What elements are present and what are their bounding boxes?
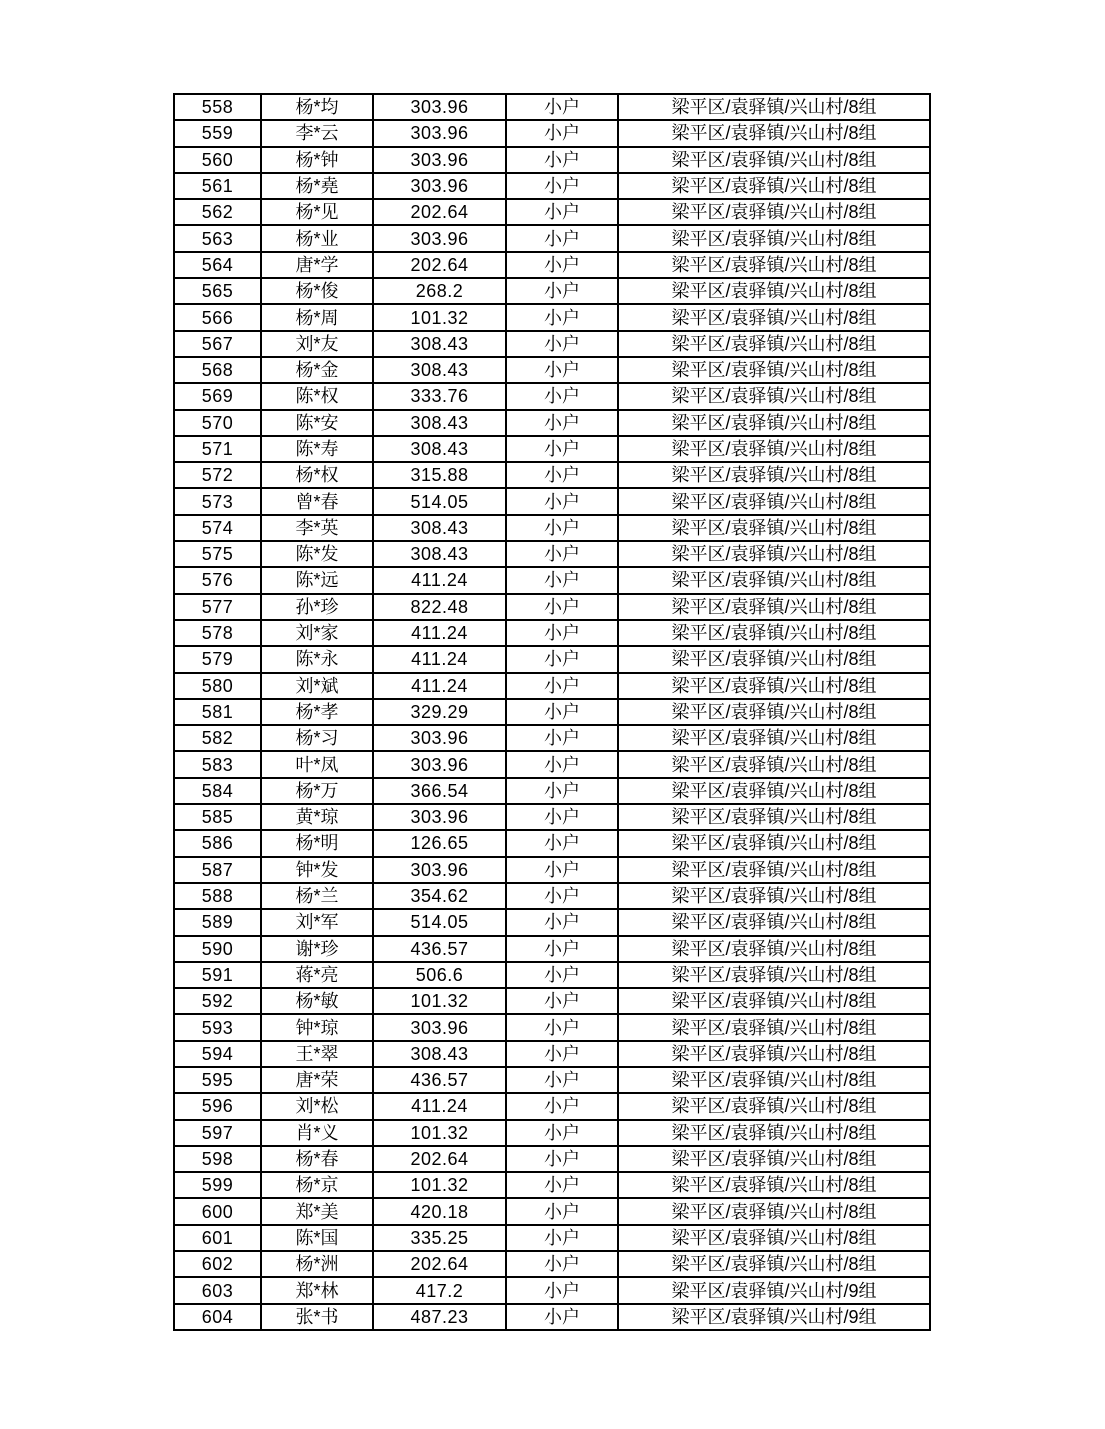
cell-serial: 586 — [174, 830, 261, 856]
cell-amount: 308.43 — [373, 436, 506, 462]
cell-type: 小户 — [506, 1146, 618, 1172]
cell-name: 杨*敏 — [261, 988, 373, 1014]
cell-location: 梁平区/袁驿镇/兴山村/8组 — [618, 936, 930, 962]
cell-serial: 593 — [174, 1014, 261, 1040]
table-row — [174, 515, 930, 541]
table-row — [174, 830, 930, 856]
cell-name: 杨*周 — [261, 304, 373, 330]
cell-type: 小户 — [506, 331, 618, 357]
cell-location: 梁平区/袁驿镇/兴山村/8组 — [618, 147, 930, 173]
cell-serial: 588 — [174, 883, 261, 909]
table-row — [174, 1041, 930, 1067]
cell-name: 杨*权 — [261, 462, 373, 488]
cell-serial: 598 — [174, 1146, 261, 1172]
cell-location: 梁平区/袁驿镇/兴山村/8组 — [618, 1120, 930, 1146]
cell-serial: 572 — [174, 462, 261, 488]
cell-name: 唐*学 — [261, 252, 373, 278]
cell-location: 梁平区/袁驿镇/兴山村/8组 — [618, 225, 930, 251]
cell-location: 梁平区/袁驿镇/兴山村/8组 — [618, 620, 930, 646]
cell-serial: 578 — [174, 620, 261, 646]
cell-amount: 308.43 — [373, 410, 506, 436]
cell-amount: 514.05 — [373, 909, 506, 935]
cell-serial: 604 — [174, 1304, 261, 1330]
cell-type: 小户 — [506, 1198, 618, 1224]
cell-serial: 563 — [174, 225, 261, 251]
cell-amount: 308.43 — [373, 357, 506, 383]
cell-location: 梁平区/袁驿镇/兴山村/8组 — [618, 94, 930, 120]
cell-type: 小户 — [506, 199, 618, 225]
cell-location: 梁平区/袁驿镇/兴山村/8组 — [618, 304, 930, 330]
cell-amount: 411.24 — [373, 620, 506, 646]
cell-amount: 101.32 — [373, 988, 506, 1014]
cell-location: 梁平区/袁驿镇/兴山村/8组 — [618, 1093, 930, 1119]
cell-location: 梁平区/袁驿镇/兴山村/8组 — [618, 410, 930, 436]
cell-amount: 303.96 — [373, 173, 506, 199]
cell-amount: 411.24 — [373, 673, 506, 699]
cell-amount: 487.23 — [373, 1304, 506, 1330]
cell-serial: 558 — [174, 94, 261, 120]
cell-location: 梁平区/袁驿镇/兴山村/8组 — [618, 383, 930, 409]
cell-location: 梁平区/袁驿镇/兴山村/8组 — [618, 909, 930, 935]
cell-name: 张*书 — [261, 1304, 373, 1330]
cell-name: 杨*兰 — [261, 883, 373, 909]
cell-name: 杨*明 — [261, 830, 373, 856]
cell-amount: 366.54 — [373, 778, 506, 804]
table-body — [174, 94, 930, 1330]
beneficiary-table — [173, 93, 931, 1331]
cell-serial: 570 — [174, 410, 261, 436]
cell-type: 小户 — [506, 147, 618, 173]
cell-type: 小户 — [506, 673, 618, 699]
cell-type: 小户 — [506, 830, 618, 856]
cell-type: 小户 — [506, 594, 618, 620]
cell-amount: 308.43 — [373, 1041, 506, 1067]
cell-name: 杨*京 — [261, 1172, 373, 1198]
cell-serial: 594 — [174, 1041, 261, 1067]
cell-serial: 574 — [174, 515, 261, 541]
cell-type: 小户 — [506, 988, 618, 1014]
cell-location: 梁平区/袁驿镇/兴山村/8组 — [618, 120, 930, 146]
cell-serial: 559 — [174, 120, 261, 146]
cell-amount: 202.64 — [373, 252, 506, 278]
cell-amount: 202.64 — [373, 1251, 506, 1277]
table-row — [174, 1146, 930, 1172]
table-row — [174, 857, 930, 883]
cell-serial: 583 — [174, 751, 261, 777]
cell-name: 杨*万 — [261, 778, 373, 804]
cell-type: 小户 — [506, 94, 618, 120]
cell-amount: 303.96 — [373, 94, 506, 120]
cell-name: 陈*国 — [261, 1225, 373, 1251]
cell-amount: 303.96 — [373, 120, 506, 146]
table-row — [174, 252, 930, 278]
cell-location: 梁平区/袁驿镇/兴山村/8组 — [618, 199, 930, 225]
cell-name: 刘*友 — [261, 331, 373, 357]
cell-location: 梁平区/袁驿镇/兴山村/8组 — [618, 1067, 930, 1093]
table-row — [174, 410, 930, 436]
cell-type: 小户 — [506, 488, 618, 514]
cell-amount: 303.96 — [373, 804, 506, 830]
cell-amount: 101.32 — [373, 1172, 506, 1198]
cell-type: 小户 — [506, 1172, 618, 1198]
cell-amount: 202.64 — [373, 1146, 506, 1172]
cell-type: 小户 — [506, 725, 618, 751]
cell-serial: 568 — [174, 357, 261, 383]
table-row — [174, 225, 930, 251]
cell-amount: 303.96 — [373, 725, 506, 751]
cell-amount: 303.96 — [373, 751, 506, 777]
table-row — [174, 1225, 930, 1251]
cell-location: 梁平区/袁驿镇/兴山村/8组 — [618, 673, 930, 699]
cell-amount: 101.32 — [373, 304, 506, 330]
cell-type: 小户 — [506, 1304, 618, 1330]
cell-serial: 587 — [174, 857, 261, 883]
cell-name: 杨*金 — [261, 357, 373, 383]
cell-type: 小户 — [506, 1014, 618, 1040]
cell-name: 杨*俊 — [261, 278, 373, 304]
cell-location: 梁平区/袁驿镇/兴山村/8组 — [618, 594, 930, 620]
cell-serial: 582 — [174, 725, 261, 751]
cell-type: 小户 — [506, 436, 618, 462]
table-row — [174, 673, 930, 699]
table-row — [174, 1120, 930, 1146]
table-row — [174, 1067, 930, 1093]
cell-type: 小户 — [506, 357, 618, 383]
cell-type: 小户 — [506, 778, 618, 804]
cell-type: 小户 — [506, 857, 618, 883]
cell-location: 梁平区/袁驿镇/兴山村/8组 — [618, 252, 930, 278]
cell-amount: 506.6 — [373, 962, 506, 988]
cell-name: 杨*均 — [261, 94, 373, 120]
cell-serial: 562 — [174, 199, 261, 225]
cell-amount: 333.76 — [373, 383, 506, 409]
cell-type: 小户 — [506, 252, 618, 278]
cell-amount: 202.64 — [373, 199, 506, 225]
table-row — [174, 594, 930, 620]
cell-name: 曾*春 — [261, 488, 373, 514]
cell-name: 刘*军 — [261, 909, 373, 935]
table-row — [174, 1304, 930, 1330]
table-row — [174, 1277, 930, 1303]
table-row — [174, 1198, 930, 1224]
table-row — [174, 751, 930, 777]
cell-serial: 577 — [174, 594, 261, 620]
cell-type: 小户 — [506, 173, 618, 199]
cell-location: 梁平区/袁驿镇/兴山村/8组 — [618, 278, 930, 304]
cell-name: 钟*发 — [261, 857, 373, 883]
cell-location: 梁平区/袁驿镇/兴山村/8组 — [618, 778, 930, 804]
cell-location: 梁平区/袁驿镇/兴山村/8组 — [618, 830, 930, 856]
table-row — [174, 1014, 930, 1040]
table-row — [174, 173, 930, 199]
cell-name: 孙*珍 — [261, 594, 373, 620]
cell-type: 小户 — [506, 462, 618, 488]
cell-type: 小户 — [506, 962, 618, 988]
cell-type: 小户 — [506, 1225, 618, 1251]
table-row — [174, 199, 930, 225]
cell-type: 小户 — [506, 541, 618, 567]
cell-serial: 564 — [174, 252, 261, 278]
cell-type: 小户 — [506, 567, 618, 593]
cell-name: 杨*见 — [261, 199, 373, 225]
cell-type: 小户 — [506, 515, 618, 541]
cell-amount: 354.62 — [373, 883, 506, 909]
cell-serial: 597 — [174, 1120, 261, 1146]
cell-location: 梁平区/袁驿镇/兴山村/8组 — [618, 541, 930, 567]
cell-type: 小户 — [506, 225, 618, 251]
cell-type: 小户 — [506, 804, 618, 830]
cell-amount: 420.18 — [373, 1198, 506, 1224]
cell-amount: 126.65 — [373, 830, 506, 856]
cell-name: 唐*荣 — [261, 1067, 373, 1093]
cell-location: 梁平区/袁驿镇/兴山村/8组 — [618, 883, 930, 909]
cell-amount: 514.05 — [373, 488, 506, 514]
cell-location: 梁平区/袁驿镇/兴山村/8组 — [618, 988, 930, 1014]
cell-location: 梁平区/袁驿镇/兴山村/8组 — [618, 1198, 930, 1224]
cell-serial: 585 — [174, 804, 261, 830]
cell-type: 小户 — [506, 1120, 618, 1146]
table-row — [174, 462, 930, 488]
cell-serial: 573 — [174, 488, 261, 514]
cell-amount: 315.88 — [373, 462, 506, 488]
table-row — [174, 699, 930, 725]
cell-name: 杨*堯 — [261, 173, 373, 199]
cell-name: 钟*琼 — [261, 1014, 373, 1040]
cell-amount: 329.29 — [373, 699, 506, 725]
cell-location: 梁平区/袁驿镇/兴山村/8组 — [618, 567, 930, 593]
table-row — [174, 147, 930, 173]
cell-amount: 411.24 — [373, 567, 506, 593]
cell-type: 小户 — [506, 1041, 618, 1067]
cell-serial: 571 — [174, 436, 261, 462]
cell-type: 小户 — [506, 304, 618, 330]
cell-type: 小户 — [506, 909, 618, 935]
cell-name: 陈*寿 — [261, 436, 373, 462]
cell-amount: 335.25 — [373, 1225, 506, 1251]
cell-type: 小户 — [506, 278, 618, 304]
table-row — [174, 646, 930, 672]
cell-location: 梁平区/袁驿镇/兴山村/8组 — [618, 1225, 930, 1251]
table-row — [174, 331, 930, 357]
cell-name: 陈*远 — [261, 567, 373, 593]
table-row — [174, 936, 930, 962]
cell-type: 小户 — [506, 646, 618, 672]
cell-serial: 592 — [174, 988, 261, 1014]
cell-amount: 101.32 — [373, 1120, 506, 1146]
table-row — [174, 436, 930, 462]
cell-name: 陈*安 — [261, 410, 373, 436]
cell-name: 杨*业 — [261, 225, 373, 251]
cell-type: 小户 — [506, 1067, 618, 1093]
table-row — [174, 778, 930, 804]
cell-amount: 308.43 — [373, 515, 506, 541]
table-row — [174, 1093, 930, 1119]
cell-serial: 565 — [174, 278, 261, 304]
cell-serial: 603 — [174, 1277, 261, 1303]
cell-location: 梁平区/袁驿镇/兴山村/8组 — [618, 751, 930, 777]
cell-location: 梁平区/袁驿镇/兴山村/8组 — [618, 436, 930, 462]
cell-name: 黄*琼 — [261, 804, 373, 830]
table-row — [174, 567, 930, 593]
cell-type: 小户 — [506, 383, 618, 409]
table-row — [174, 1172, 930, 1198]
cell-type: 小户 — [506, 1277, 618, 1303]
cell-serial: 595 — [174, 1067, 261, 1093]
cell-serial: 579 — [174, 646, 261, 672]
cell-serial: 602 — [174, 1251, 261, 1277]
cell-amount: 411.24 — [373, 646, 506, 672]
cell-serial: 601 — [174, 1225, 261, 1251]
cell-location: 梁平区/袁驿镇/兴山村/8组 — [618, 462, 930, 488]
cell-serial: 599 — [174, 1172, 261, 1198]
cell-location: 梁平区/袁驿镇/兴山村/8组 — [618, 1172, 930, 1198]
table-row — [174, 383, 930, 409]
cell-name: 王*翠 — [261, 1041, 373, 1067]
cell-serial: 591 — [174, 962, 261, 988]
table-row — [174, 909, 930, 935]
cell-name: 杨*钟 — [261, 147, 373, 173]
cell-type: 小户 — [506, 1093, 618, 1119]
cell-serial: 575 — [174, 541, 261, 567]
cell-location: 梁平区/袁驿镇/兴山村/9组 — [618, 1277, 930, 1303]
cell-serial: 580 — [174, 673, 261, 699]
cell-name: 刘*松 — [261, 1093, 373, 1119]
cell-type: 小户 — [506, 620, 618, 646]
cell-name: 肖*义 — [261, 1120, 373, 1146]
cell-name: 郑*美 — [261, 1198, 373, 1224]
cell-serial: 589 — [174, 909, 261, 935]
cell-location: 梁平区/袁驿镇/兴山村/8组 — [618, 646, 930, 672]
cell-amount: 268.2 — [373, 278, 506, 304]
cell-amount: 822.48 — [373, 594, 506, 620]
cell-location: 梁平区/袁驿镇/兴山村/8组 — [618, 1041, 930, 1067]
cell-amount: 308.43 — [373, 331, 506, 357]
cell-type: 小户 — [506, 410, 618, 436]
cell-name: 杨*孝 — [261, 699, 373, 725]
cell-location: 梁平区/袁驿镇/兴山村/8组 — [618, 173, 930, 199]
table-row — [174, 962, 930, 988]
cell-name: 李*云 — [261, 120, 373, 146]
cell-name: 刘*家 — [261, 620, 373, 646]
cell-location: 梁平区/袁驿镇/兴山村/8组 — [618, 857, 930, 883]
cell-type: 小户 — [506, 751, 618, 777]
cell-amount: 308.43 — [373, 541, 506, 567]
cell-serial: 581 — [174, 699, 261, 725]
cell-amount: 411.24 — [373, 1093, 506, 1119]
cell-name: 杨*春 — [261, 1146, 373, 1172]
cell-name: 叶*凤 — [261, 751, 373, 777]
table-row — [174, 725, 930, 751]
cell-name: 李*英 — [261, 515, 373, 541]
table-row — [174, 120, 930, 146]
table-row — [174, 804, 930, 830]
cell-serial: 566 — [174, 304, 261, 330]
cell-serial: 560 — [174, 147, 261, 173]
table-row — [174, 357, 930, 383]
cell-location: 梁平区/袁驿镇/兴山村/8组 — [618, 331, 930, 357]
cell-type: 小户 — [506, 699, 618, 725]
cell-type: 小户 — [506, 1251, 618, 1277]
cell-serial: 584 — [174, 778, 261, 804]
table-row — [174, 883, 930, 909]
table-row — [174, 304, 930, 330]
cell-location: 梁平区/袁驿镇/兴山村/9组 — [618, 1304, 930, 1330]
cell-amount: 417.2 — [373, 1277, 506, 1303]
cell-type: 小户 — [506, 883, 618, 909]
table-row — [174, 1251, 930, 1277]
cell-location: 梁平区/袁驿镇/兴山村/8组 — [618, 962, 930, 988]
table-row — [174, 620, 930, 646]
cell-amount: 303.96 — [373, 1014, 506, 1040]
cell-serial: 600 — [174, 1198, 261, 1224]
cell-location: 梁平区/袁驿镇/兴山村/8组 — [618, 488, 930, 514]
cell-serial: 567 — [174, 331, 261, 357]
cell-amount: 303.96 — [373, 225, 506, 251]
cell-location: 梁平区/袁驿镇/兴山村/8组 — [618, 699, 930, 725]
cell-name: 陈*永 — [261, 646, 373, 672]
cell-serial: 596 — [174, 1093, 261, 1119]
table-row — [174, 94, 930, 120]
cell-name: 郑*林 — [261, 1277, 373, 1303]
cell-serial: 569 — [174, 383, 261, 409]
cell-serial: 561 — [174, 173, 261, 199]
cell-amount: 303.96 — [373, 857, 506, 883]
cell-location: 梁平区/袁驿镇/兴山村/8组 — [618, 804, 930, 830]
cell-name: 刘*斌 — [261, 673, 373, 699]
cell-location: 梁平区/袁驿镇/兴山村/8组 — [618, 1014, 930, 1040]
cell-location: 梁平区/袁驿镇/兴山村/8组 — [618, 1251, 930, 1277]
cell-name: 陈*权 — [261, 383, 373, 409]
cell-name: 陈*发 — [261, 541, 373, 567]
cell-serial: 576 — [174, 567, 261, 593]
cell-type: 小户 — [506, 936, 618, 962]
cell-type: 小户 — [506, 120, 618, 146]
cell-name: 谢*珍 — [261, 936, 373, 962]
cell-amount: 303.96 — [373, 147, 506, 173]
cell-name: 杨*洲 — [261, 1251, 373, 1277]
table-row — [174, 278, 930, 304]
cell-name: 杨*习 — [261, 725, 373, 751]
cell-location: 梁平区/袁驿镇/兴山村/8组 — [618, 725, 930, 751]
cell-location: 梁平区/袁驿镇/兴山村/8组 — [618, 515, 930, 541]
cell-location: 梁平区/袁驿镇/兴山村/8组 — [618, 1146, 930, 1172]
table-row — [174, 988, 930, 1014]
table-row — [174, 488, 930, 514]
cell-name: 蒋*亮 — [261, 962, 373, 988]
table-row — [174, 541, 930, 567]
cell-amount: 436.57 — [373, 1067, 506, 1093]
cell-amount: 436.57 — [373, 936, 506, 962]
cell-location: 梁平区/袁驿镇/兴山村/8组 — [618, 357, 930, 383]
cell-serial: 590 — [174, 936, 261, 962]
